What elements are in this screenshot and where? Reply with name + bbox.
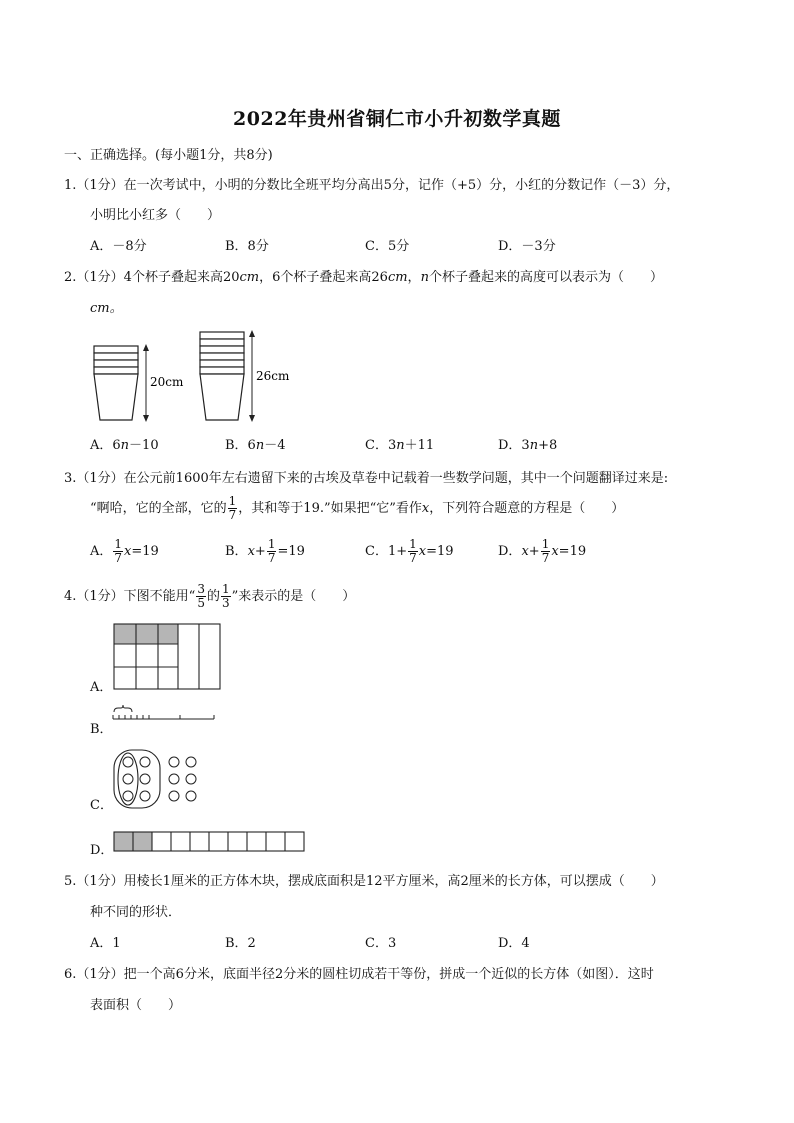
q5-line2: 种不同的形状． xyxy=(90,905,182,920)
q1-line1: 1.（1分）在一次考试中，小明的分数比全班平均分高出5分，记作（+5）分，小红的分数记作（－3）分， xyxy=(64,178,680,193)
q4-line1: 4.（1分）下图不能用“ $\frac{3}{5}$ 的 $\frac{1}{3}$ ”来表示的是（ ） xyxy=(64,582,356,610)
section-heading: 一、正确选择。(每小题1分，共8分) xyxy=(64,148,273,163)
fraction-one-third: $\frac{1}{3}$ xyxy=(221,582,230,610)
fraction-one-seventh: $\frac{1}{7}$ xyxy=(228,494,237,522)
fraction-three-fifths: $\frac{3}{5}$ xyxy=(197,582,205,610)
option-b-segment-figure xyxy=(112,704,216,724)
q1-line2: 小明比小红多（ ） xyxy=(90,208,221,223)
q2-line1: 2.（1分）4个杯子叠起来高20cm，6个杯子叠起来高26cm，n个杯子叠起来的高度可以表示为（ ） xyxy=(64,270,663,285)
q5-option-b[interactable]: B．2 xyxy=(225,936,256,951)
q1-option-c[interactable]: C．5分 xyxy=(365,239,410,254)
q2-option-b[interactable]: B．6n－4 xyxy=(225,438,286,453)
q5-option-c[interactable]: C．3 xyxy=(365,936,397,951)
q5-option-d[interactable]: D．4 xyxy=(498,936,530,951)
q3-option-a[interactable]: A． $\frac{1}{7}$ x=19 xyxy=(90,537,159,565)
q3-line2: “啊哈，它的全部，它的 $\frac{1}{7}$ ，其和等于19.”如果把“它”看作x，下列符合题意的方程是（ ） xyxy=(90,494,625,522)
q4-option-c[interactable]: C． xyxy=(90,798,113,813)
q3-option-b[interactable]: B．x+ $\frac{1}{7}$ =19 xyxy=(225,537,305,565)
height-label-26cm: 26cm xyxy=(256,369,290,383)
q3-option-c[interactable]: C．1+ $\frac{1}{7}$ x=19 xyxy=(365,537,454,565)
q3-line1: 3.（1分）在公元前1600年左右遗留下来的古埃及草卷中记载着一些数学问题，其中一个问题翻译过来是: xyxy=(64,471,669,486)
q1-option-d[interactable]: D．－3分 xyxy=(498,239,556,254)
option-d-strip-figure xyxy=(112,830,306,854)
stacked-cups-figure xyxy=(88,330,298,424)
q4-option-a[interactable]: A． xyxy=(90,680,113,695)
q2-option-d[interactable]: D．3n+8 xyxy=(498,438,558,453)
option-a-grid-figure xyxy=(112,622,224,692)
page-title: 2022年贵州省铜仁市小升初数学真题 xyxy=(233,108,561,130)
q1-option-a[interactable]: A．－8分 xyxy=(90,239,147,254)
q1-option-b[interactable]: B．8分 xyxy=(225,239,269,254)
option-c-circles-figure xyxy=(112,748,202,810)
height-label-20cm: 20cm xyxy=(150,375,184,389)
q4-option-b[interactable]: B． xyxy=(90,722,113,737)
q2-option-a[interactable]: A．6n－10 xyxy=(90,438,159,453)
q5-option-a[interactable]: A．1 xyxy=(90,936,121,951)
q3-option-d[interactable]: D．x+ $\frac{1}{7}$ x=19 xyxy=(498,537,587,565)
q2-line2: cm。 xyxy=(90,301,123,316)
q6-line1: 6.（1分）把一个高6分米，底面半径2分米的圆柱切成若干等份，拼成一个近似的长方体（如图）．这时 xyxy=(64,967,654,982)
q2-option-c[interactable]: C．3n＋11 xyxy=(365,438,435,453)
q5-line1: 5.（1分）用棱长1厘米的正方体木块，摆成底面积是12平方厘米，高2厘米的长方体，可以摆成（ ） xyxy=(64,874,664,889)
q4-option-d[interactable]: D． xyxy=(90,843,114,858)
q6-line2: 表面积（ ） xyxy=(90,998,182,1013)
